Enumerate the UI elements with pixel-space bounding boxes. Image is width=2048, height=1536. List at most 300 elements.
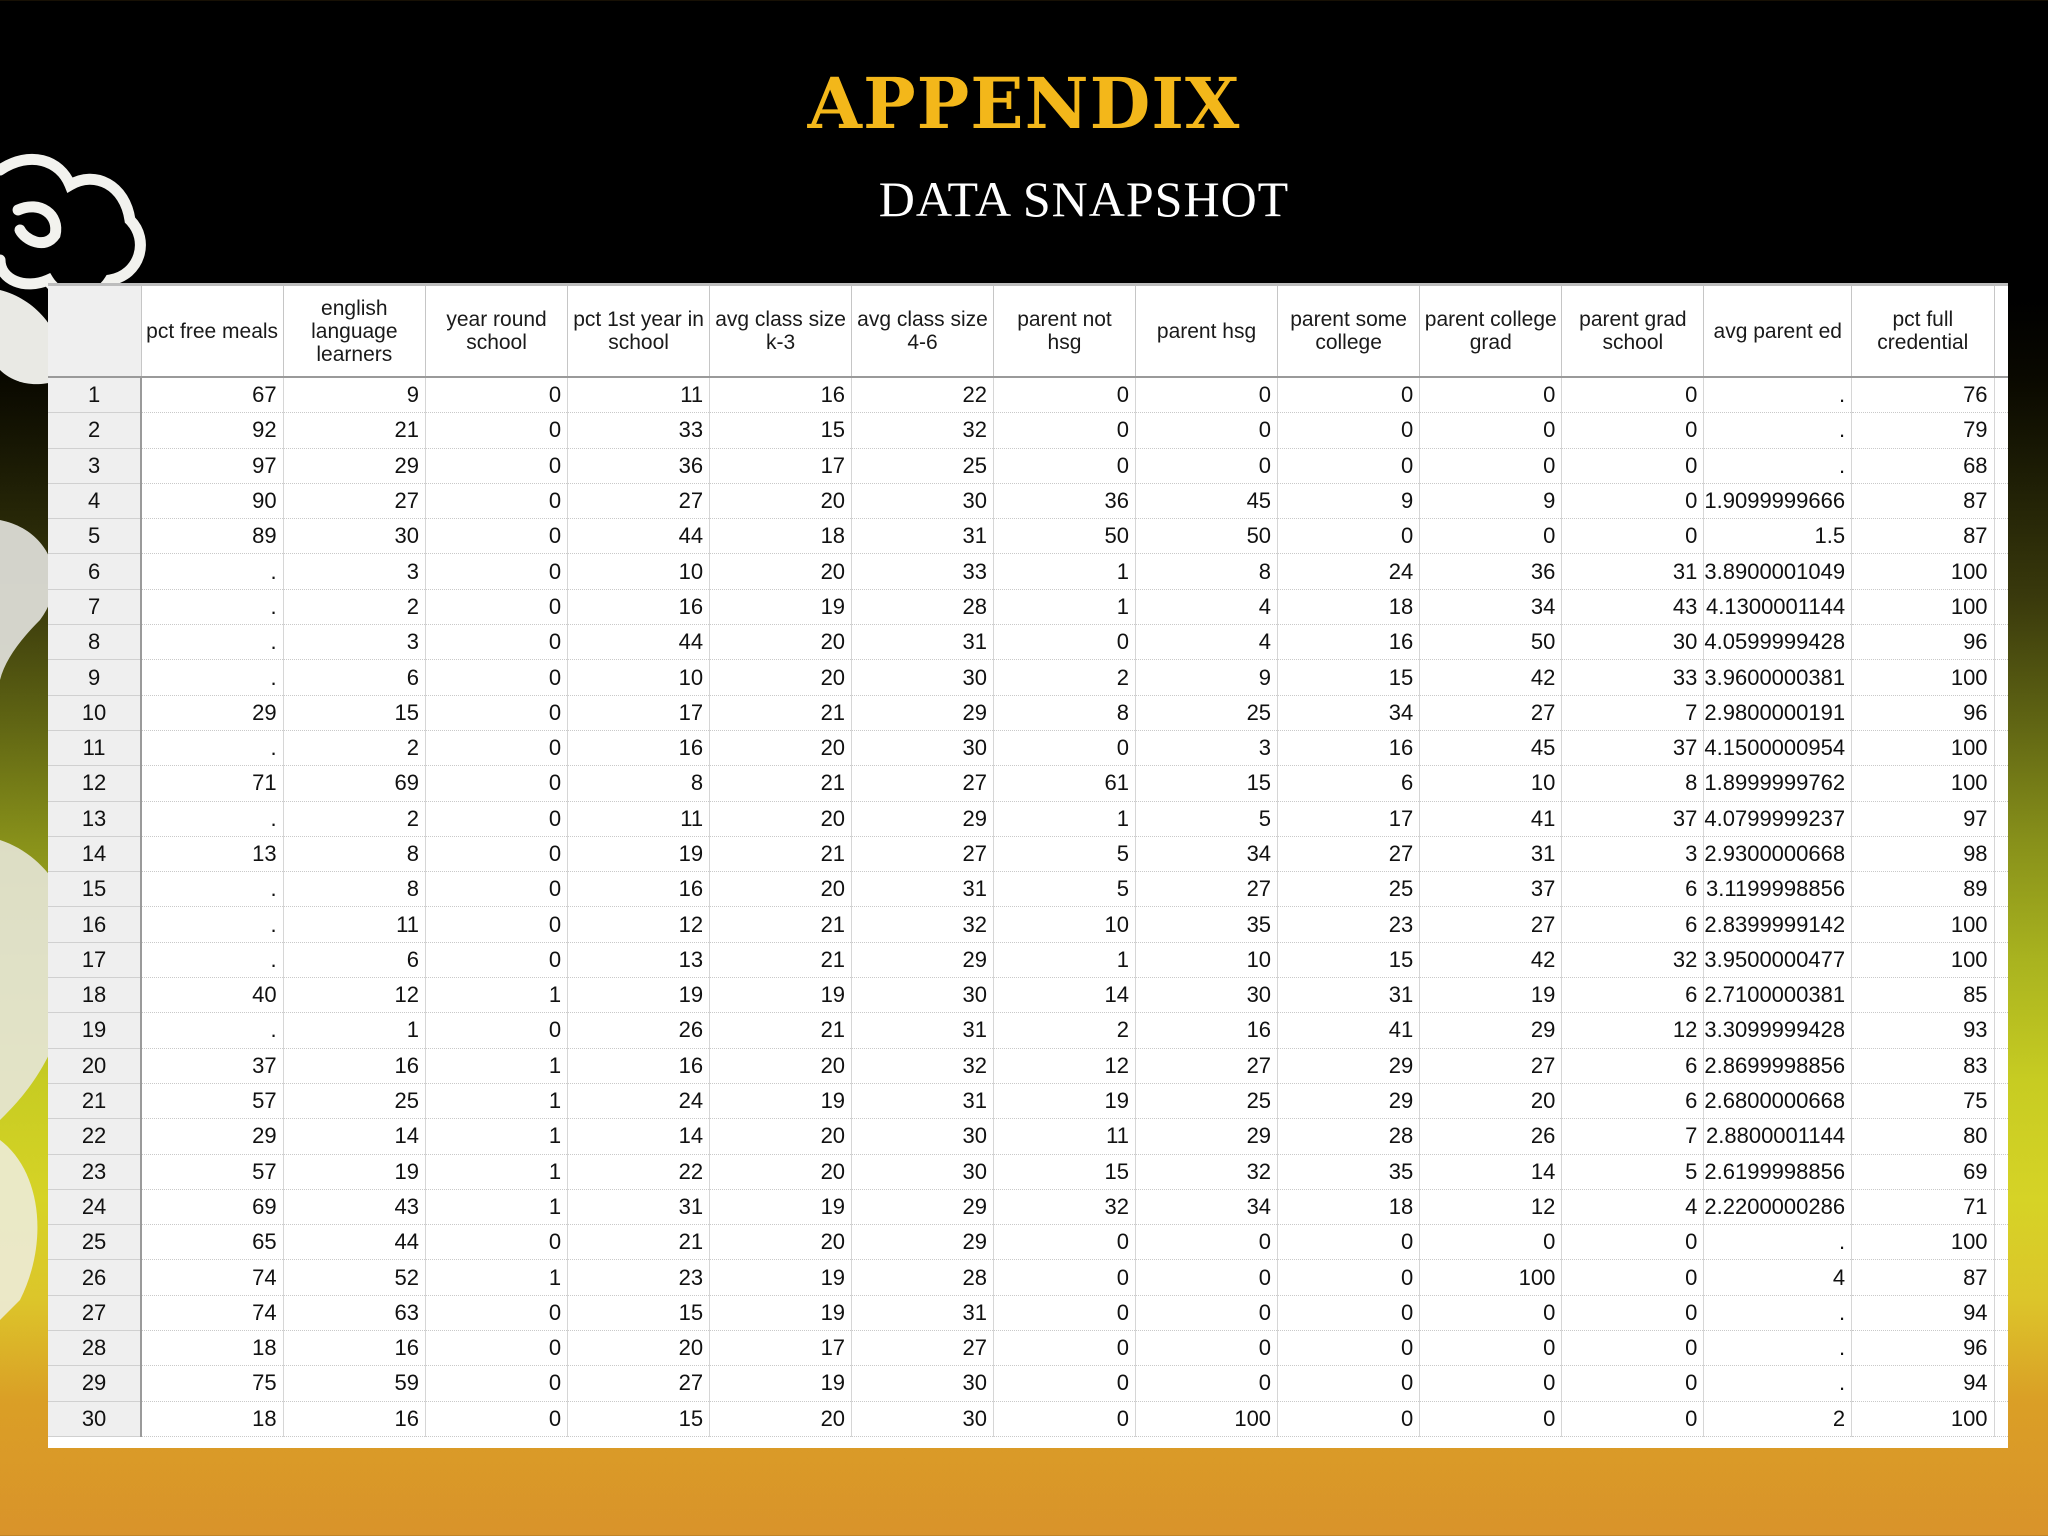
table-cell[interactable]: 21	[283, 413, 425, 448]
table-cell[interactable]: .	[141, 660, 283, 695]
table-cell[interactable]: 31	[568, 1189, 710, 1224]
column-header[interactable]: avg parent ed	[1704, 286, 1852, 377]
table-cell[interactable]: 32	[1562, 942, 1704, 977]
table-cell[interactable]: 7	[1562, 695, 1704, 730]
table-cell[interactable]: 1	[993, 942, 1135, 977]
table-cell[interactable]: .	[141, 1013, 283, 1048]
table-cell[interactable]: 3.1199998856	[1704, 872, 1852, 907]
row-index-cell[interactable]: 14	[48, 836, 141, 871]
table-row[interactable]	[48, 1366, 2008, 1401]
table-cell[interactable]: 10	[993, 907, 1135, 942]
table-cell[interactable]: 3.3099999428	[1704, 1013, 1852, 1048]
table-cell[interactable]: 97	[141, 448, 283, 483]
table-cell[interactable]: 14	[993, 978, 1135, 1013]
table-cell[interactable]: 0	[1136, 1260, 1278, 1295]
row-index-cell[interactable]: 9	[48, 660, 141, 695]
table-cell[interactable]: 65	[141, 1225, 283, 1260]
table-cell[interactable]: 2	[283, 730, 425, 765]
table-cell[interactable]: 27	[1136, 1048, 1278, 1083]
table-cell[interactable]: 19	[710, 1083, 852, 1118]
table-cell[interactable]: 2	[1704, 1401, 1852, 1436]
table-row[interactable]	[48, 1225, 2008, 1260]
table-cell[interactable]: 29	[852, 1189, 994, 1224]
column-header[interactable]: pct full credential	[1852, 286, 1994, 377]
table-cell[interactable]: 27	[1420, 907, 1562, 942]
table-cell[interactable]: 19	[710, 978, 852, 1013]
row-index-cell[interactable]: 27	[48, 1295, 141, 1330]
table-cell[interactable]: .	[141, 942, 283, 977]
table-cell[interactable]: 100	[1136, 1401, 1278, 1436]
table-cell[interactable]: 0	[1278, 1225, 1420, 1260]
table-cell[interactable]: 28	[852, 1260, 994, 1295]
table-cell[interactable]: 30	[1562, 625, 1704, 660]
table-cell[interactable]: 1	[426, 978, 568, 1013]
table-cell[interactable]: 31	[852, 872, 994, 907]
table-row[interactable]	[48, 519, 2008, 554]
table-cell[interactable]: 24	[568, 1083, 710, 1118]
table-cell[interactable]: 0	[1420, 1225, 1562, 1260]
table-row[interactable]	[48, 907, 2008, 942]
table-cell[interactable]: 0	[993, 413, 1135, 448]
table-cell[interactable]: 32	[1136, 1154, 1278, 1189]
table-cell[interactable]: 10	[568, 660, 710, 695]
table-cell[interactable]: 0	[426, 1013, 568, 1048]
table-cell[interactable]: 18	[141, 1331, 283, 1366]
table-cell[interactable]: 14	[568, 1119, 710, 1154]
table-cell[interactable]: .	[1704, 1331, 1852, 1366]
table-cell[interactable]: 28	[852, 589, 994, 624]
table-cell[interactable]: 12	[1562, 1013, 1704, 1048]
table-cell[interactable]: 29	[852, 695, 994, 730]
table-cell[interactable]: 23	[568, 1260, 710, 1295]
table-cell[interactable]: 15	[1278, 942, 1420, 977]
table-cell[interactable]: 20	[710, 730, 852, 765]
column-header[interactable]: pct 1st year in school	[568, 286, 710, 377]
table-cell[interactable]: 5	[1562, 1154, 1704, 1189]
table-cell[interactable]: 2.7100000381	[1704, 978, 1852, 1013]
table-cell[interactable]: 59	[283, 1366, 425, 1401]
table-cell[interactable]: 0	[993, 377, 1135, 413]
table-cell[interactable]: 0	[1562, 1295, 1704, 1330]
table-cell[interactable]: 80	[1852, 1119, 1994, 1154]
column-header[interactable]: parent hsg	[1136, 286, 1278, 377]
row-index-cell[interactable]: 23	[48, 1154, 141, 1189]
table-cell[interactable]: 20	[710, 1119, 852, 1154]
column-header[interactable]: pct free meals	[141, 286, 283, 377]
row-index-cell[interactable]: 3	[48, 448, 141, 483]
table-cell[interactable]: .	[141, 907, 283, 942]
table-cell[interactable]: 20	[710, 1225, 852, 1260]
table-cell[interactable]: 85	[1852, 978, 1994, 1013]
table-cell[interactable]: 0	[426, 766, 568, 801]
table-cell[interactable]: .	[1704, 1366, 1852, 1401]
table-cell[interactable]: 11	[993, 1119, 1135, 1154]
table-cell[interactable]: 21	[710, 1013, 852, 1048]
column-header[interactable]: year round school	[426, 286, 568, 377]
table-cell[interactable]: 37	[141, 1048, 283, 1083]
table-cell[interactable]: 27	[1278, 836, 1420, 871]
table-cell[interactable]: 14	[283, 1119, 425, 1154]
row-index-cell[interactable]: 28	[48, 1331, 141, 1366]
table-cell[interactable]: 8	[283, 836, 425, 871]
table-cell[interactable]: 3	[1562, 836, 1704, 871]
table-cell[interactable]: 57	[141, 1154, 283, 1189]
table-cell[interactable]: 50	[1136, 519, 1278, 554]
table-cell[interactable]: 16	[1278, 625, 1420, 660]
table-cell[interactable]: 1	[426, 1260, 568, 1295]
table-cell[interactable]: 15	[568, 1295, 710, 1330]
table-cell[interactable]: 44	[568, 625, 710, 660]
table-row[interactable]	[48, 483, 2008, 518]
table-cell[interactable]: 1	[426, 1083, 568, 1118]
table-cell[interactable]: 19	[283, 1154, 425, 1189]
table-cell[interactable]: 27	[1420, 1048, 1562, 1083]
table-cell[interactable]: 71	[141, 766, 283, 801]
table-cell[interactable]: .	[1704, 448, 1852, 483]
table-cell[interactable]: 0	[1278, 1260, 1420, 1295]
table-cell[interactable]: 16	[568, 1048, 710, 1083]
table-cell[interactable]: 21	[568, 1225, 710, 1260]
table-cell[interactable]: 37	[1562, 730, 1704, 765]
table-cell[interactable]: 2.8800001144	[1704, 1119, 1852, 1154]
column-header[interactable]: english language learners	[283, 286, 425, 377]
table-cell[interactable]: 17	[710, 1331, 852, 1366]
table-cell[interactable]: 22	[852, 377, 994, 413]
table-cell[interactable]: 21	[710, 836, 852, 871]
table-cell[interactable]: 6	[283, 942, 425, 977]
table-cell[interactable]: 94	[1852, 1295, 1994, 1330]
table-cell[interactable]: 30	[1136, 978, 1278, 1013]
table-cell[interactable]: 2.8399999142	[1704, 907, 1852, 942]
table-cell[interactable]: 15	[283, 695, 425, 730]
table-cell[interactable]: .	[141, 589, 283, 624]
table-cell[interactable]: 18	[1278, 1189, 1420, 1224]
table-cell[interactable]: 3	[283, 554, 425, 589]
table-cell[interactable]: 25	[283, 1083, 425, 1118]
table-cell[interactable]: 6	[1562, 1083, 1704, 1118]
table-cell[interactable]: 15	[710, 413, 852, 448]
table-cell[interactable]: 31	[852, 1013, 994, 1048]
table-cell[interactable]: 0	[426, 942, 568, 977]
row-index-cell[interactable]: 21	[48, 1083, 141, 1118]
table-cell[interactable]: 8	[1136, 554, 1278, 589]
table-cell[interactable]: 43	[1562, 589, 1704, 624]
table-row[interactable]	[48, 1189, 2008, 1224]
row-index-cell[interactable]: 20	[48, 1048, 141, 1083]
table-cell[interactable]: 100	[1420, 1260, 1562, 1295]
row-index-header[interactable]	[48, 286, 141, 377]
table-cell[interactable]: 6	[1562, 978, 1704, 1013]
table-cell[interactable]: 26	[1420, 1119, 1562, 1154]
table-cell[interactable]: 28	[1278, 1119, 1420, 1154]
table-cell[interactable]: 31	[1562, 554, 1704, 589]
table-cell[interactable]: 20	[1420, 1083, 1562, 1118]
table-cell[interactable]: 0	[1420, 1401, 1562, 1436]
table-cell[interactable]: 0	[1278, 1331, 1420, 1366]
table-cell[interactable]: 31	[852, 519, 994, 554]
table-cell[interactable]: 0	[1562, 1331, 1704, 1366]
table-cell[interactable]: 2.8699998856	[1704, 1048, 1852, 1083]
table-cell[interactable]: 16	[568, 872, 710, 907]
table-cell[interactable]: 1	[993, 801, 1135, 836]
table-cell[interactable]: 0	[426, 872, 568, 907]
table-cell[interactable]: 33	[568, 413, 710, 448]
table-cell[interactable]: 76	[1852, 377, 1994, 413]
table-cell[interactable]: 1.9099999666	[1704, 483, 1852, 518]
table-cell[interactable]: 15	[568, 1401, 710, 1436]
table-cell[interactable]: 40	[141, 978, 283, 1013]
table-cell[interactable]: 29	[852, 801, 994, 836]
table-cell[interactable]: 20	[710, 1401, 852, 1436]
table-cell[interactable]: 6	[1278, 766, 1420, 801]
table-cell[interactable]: 96	[1852, 625, 1994, 660]
table-cell[interactable]: 16	[283, 1048, 425, 1083]
table-row[interactable]	[48, 1260, 2008, 1295]
table-cell[interactable]: 30	[852, 1119, 994, 1154]
table-cell[interactable]: 16	[283, 1401, 425, 1436]
table-cell[interactable]: 0	[426, 1295, 568, 1330]
row-index-cell[interactable]: 4	[48, 483, 141, 518]
table-cell[interactable]: 27	[1420, 695, 1562, 730]
column-header[interactable]: avg class size 4-6	[852, 286, 994, 377]
table-cell[interactable]: 4.0599999428	[1704, 625, 1852, 660]
table-cell[interactable]: 0	[993, 1366, 1135, 1401]
table-cell[interactable]: 2	[993, 660, 1135, 695]
table-cell[interactable]: 0	[1136, 377, 1278, 413]
table-row[interactable]	[48, 413, 2008, 448]
table-cell[interactable]: 21	[710, 695, 852, 730]
table-cell[interactable]: 0	[426, 801, 568, 836]
table-cell[interactable]: 20	[710, 660, 852, 695]
table-cell[interactable]: 98	[1852, 836, 1994, 871]
table-cell[interactable]: 20	[710, 625, 852, 660]
table-cell[interactable]: 29	[141, 695, 283, 730]
table-cell[interactable]: 19	[710, 1366, 852, 1401]
table-cell[interactable]: 89	[141, 519, 283, 554]
table-row[interactable]	[48, 942, 2008, 977]
row-index-cell[interactable]: 1	[48, 377, 141, 413]
table-cell[interactable]: 27	[852, 1331, 994, 1366]
table-cell[interactable]: 93	[1852, 1013, 1994, 1048]
table-row[interactable]	[48, 1295, 2008, 1330]
table-cell[interactable]: 7	[1562, 1119, 1704, 1154]
table-cell[interactable]: 74	[141, 1260, 283, 1295]
table-cell[interactable]: .	[141, 730, 283, 765]
table-cell[interactable]: 20	[710, 1154, 852, 1189]
table-cell[interactable]: 2.9800000191	[1704, 695, 1852, 730]
table-cell[interactable]: 1	[426, 1048, 568, 1083]
table-cell[interactable]: 20	[568, 1331, 710, 1366]
table-cell[interactable]: 20	[710, 872, 852, 907]
table-cell[interactable]: 0	[426, 660, 568, 695]
table-cell[interactable]: 100	[1852, 907, 1994, 942]
table-cell[interactable]: 100	[1852, 660, 1994, 695]
table-cell[interactable]: 1.5	[1704, 519, 1852, 554]
table-cell[interactable]: 16	[283, 1331, 425, 1366]
table-cell[interactable]: 3.9500000477	[1704, 942, 1852, 977]
table-cell[interactable]: 9	[283, 377, 425, 413]
row-index-cell[interactable]: 2	[48, 413, 141, 448]
table-cell[interactable]: 12	[993, 1048, 1135, 1083]
table-cell[interactable]: 13	[568, 942, 710, 977]
table-cell[interactable]: 44	[283, 1225, 425, 1260]
table-cell[interactable]: 0	[1136, 1225, 1278, 1260]
table-cell[interactable]: 31	[852, 1295, 994, 1330]
row-index-cell[interactable]: 6	[48, 554, 141, 589]
table-cell[interactable]: 19	[993, 1083, 1135, 1118]
table-cell[interactable]: 0	[1136, 1331, 1278, 1366]
table-cell[interactable]: 79	[1852, 413, 1994, 448]
table-cell[interactable]: 19	[710, 589, 852, 624]
table-cell[interactable]: 11	[283, 907, 425, 942]
table-cell[interactable]: .	[141, 554, 283, 589]
table-row[interactable]	[48, 836, 2008, 871]
column-header[interactable]: avg class size k-3	[710, 286, 852, 377]
table-cell[interactable]: 30	[852, 483, 994, 518]
table-cell[interactable]: 29	[1136, 1119, 1278, 1154]
table-row[interactable]	[48, 660, 2008, 695]
table-cell[interactable]: 23	[1278, 907, 1420, 942]
table-cell[interactable]: 0	[1562, 377, 1704, 413]
table-cell[interactable]: 20	[710, 1048, 852, 1083]
table-cell[interactable]: 45	[1136, 483, 1278, 518]
table-cell[interactable]: 31	[852, 1083, 994, 1118]
table-cell[interactable]: 20	[710, 554, 852, 589]
table-cell[interactable]: 6	[1562, 907, 1704, 942]
table-row[interactable]	[48, 589, 2008, 624]
table-cell[interactable]: 25	[1278, 872, 1420, 907]
table-cell[interactable]: 0	[1562, 519, 1704, 554]
table-cell[interactable]: 0	[1420, 1331, 1562, 1366]
table-cell[interactable]: 57	[141, 1083, 283, 1118]
table-cell[interactable]: 24	[1278, 554, 1420, 589]
table-cell[interactable]: 5	[993, 872, 1135, 907]
table-cell[interactable]: 0	[1562, 1366, 1704, 1401]
table-cell[interactable]: 21	[710, 766, 852, 801]
table-cell[interactable]: 0	[1278, 519, 1420, 554]
table-cell[interactable]: 36	[993, 483, 1135, 518]
table-cell[interactable]: 0	[1136, 1295, 1278, 1330]
row-index-cell[interactable]: 15	[48, 872, 141, 907]
table-cell[interactable]: 92	[141, 413, 283, 448]
table-row[interactable]	[48, 1154, 2008, 1189]
table-cell[interactable]: 1	[426, 1189, 568, 1224]
table-cell[interactable]: 2	[283, 589, 425, 624]
table-cell[interactable]: 4	[1136, 625, 1278, 660]
table-cell[interactable]: 20	[710, 801, 852, 836]
table-cell[interactable]: 27	[568, 483, 710, 518]
table-cell[interactable]: 0	[426, 730, 568, 765]
table-cell[interactable]: 27	[568, 1366, 710, 1401]
table-cell[interactable]: 27	[852, 766, 994, 801]
table-cell[interactable]: 16	[710, 377, 852, 413]
table-cell[interactable]: 0	[426, 1225, 568, 1260]
table-cell[interactable]: 0	[1278, 1366, 1420, 1401]
table-cell[interactable]: 34	[1420, 589, 1562, 624]
table-cell[interactable]: 8	[283, 872, 425, 907]
table-cell[interactable]: 2.9300000668	[1704, 836, 1852, 871]
row-index-cell[interactable]: 18	[48, 978, 141, 1013]
table-row[interactable]	[48, 1119, 2008, 1154]
table-cell[interactable]: 0	[1136, 1366, 1278, 1401]
table-cell[interactable]: 8	[993, 695, 1135, 730]
table-cell[interactable]: 5	[993, 836, 1135, 871]
table-cell[interactable]: 52	[283, 1260, 425, 1295]
table-cell[interactable]: 100	[1852, 589, 1994, 624]
table-row[interactable]	[48, 625, 2008, 660]
table-cell[interactable]: 29	[141, 1119, 283, 1154]
table-cell[interactable]: 90	[141, 483, 283, 518]
table-cell[interactable]: 4	[1136, 589, 1278, 624]
table-cell[interactable]: 34	[1136, 836, 1278, 871]
table-cell[interactable]: 19	[710, 1295, 852, 1330]
table-cell[interactable]: 17	[710, 448, 852, 483]
row-index-cell[interactable]: 24	[48, 1189, 141, 1224]
table-cell[interactable]: .	[141, 625, 283, 660]
table-cell[interactable]: 100	[1852, 942, 1994, 977]
table-cell[interactable]: 9	[1420, 483, 1562, 518]
table-cell[interactable]: 15	[993, 1154, 1135, 1189]
table-cell[interactable]: 69	[283, 766, 425, 801]
table-cell[interactable]: 8	[1562, 766, 1704, 801]
table-cell[interactable]: 0	[1562, 1401, 1704, 1436]
table-cell[interactable]: 16	[1278, 730, 1420, 765]
table-cell[interactable]: 15	[1278, 660, 1420, 695]
table-cell[interactable]: 1	[283, 1013, 425, 1048]
table-cell[interactable]: 0	[1278, 448, 1420, 483]
table-row[interactable]	[48, 872, 2008, 907]
table-cell[interactable]: 100	[1852, 730, 1994, 765]
table-cell[interactable]: 11	[568, 377, 710, 413]
table-row[interactable]	[48, 978, 2008, 1013]
table-cell[interactable]: 29	[1278, 1048, 1420, 1083]
table-cell[interactable]: 74	[141, 1295, 283, 1330]
table-cell[interactable]: 42	[1420, 660, 1562, 695]
table-cell[interactable]: 0	[1562, 1260, 1704, 1295]
table-cell[interactable]: 0	[993, 1260, 1135, 1295]
table-cell[interactable]: 0	[426, 907, 568, 942]
table-cell[interactable]: 94	[1852, 1366, 1994, 1401]
row-index-cell[interactable]: 10	[48, 695, 141, 730]
table-row[interactable]	[48, 801, 2008, 836]
table-row[interactable]	[48, 377, 2008, 413]
table-cell[interactable]: 12	[1420, 1189, 1562, 1224]
table-cell[interactable]: 0	[1420, 448, 1562, 483]
table-cell[interactable]: 21	[710, 942, 852, 977]
table-cell[interactable]: 0	[426, 695, 568, 730]
row-index-cell[interactable]: 5	[48, 519, 141, 554]
row-index-cell[interactable]: 30	[48, 1401, 141, 1436]
table-cell[interactable]: 32	[852, 1048, 994, 1083]
column-header[interactable]: parent some college	[1278, 286, 1420, 377]
table-cell[interactable]: 16	[568, 589, 710, 624]
table-cell[interactable]: 35	[1278, 1154, 1420, 1189]
column-header[interactable]: parent college grad	[1420, 286, 1562, 377]
table-cell[interactable]: 10	[1136, 942, 1278, 977]
table-cell[interactable]: 18	[710, 519, 852, 554]
table-cell[interactable]: 30	[852, 1154, 994, 1189]
table-cell[interactable]: 61	[993, 766, 1135, 801]
table-cell[interactable]: 1	[993, 589, 1135, 624]
table-cell[interactable]: 0	[426, 1366, 568, 1401]
table-cell[interactable]: 4.1300001144	[1704, 589, 1852, 624]
table-cell[interactable]: 16	[568, 730, 710, 765]
table-cell[interactable]: 44	[568, 519, 710, 554]
table-cell[interactable]: 36	[568, 448, 710, 483]
table-cell[interactable]: 0	[993, 448, 1135, 483]
table-cell[interactable]: 37	[1420, 872, 1562, 907]
table-cell[interactable]: 29	[1420, 1013, 1562, 1048]
